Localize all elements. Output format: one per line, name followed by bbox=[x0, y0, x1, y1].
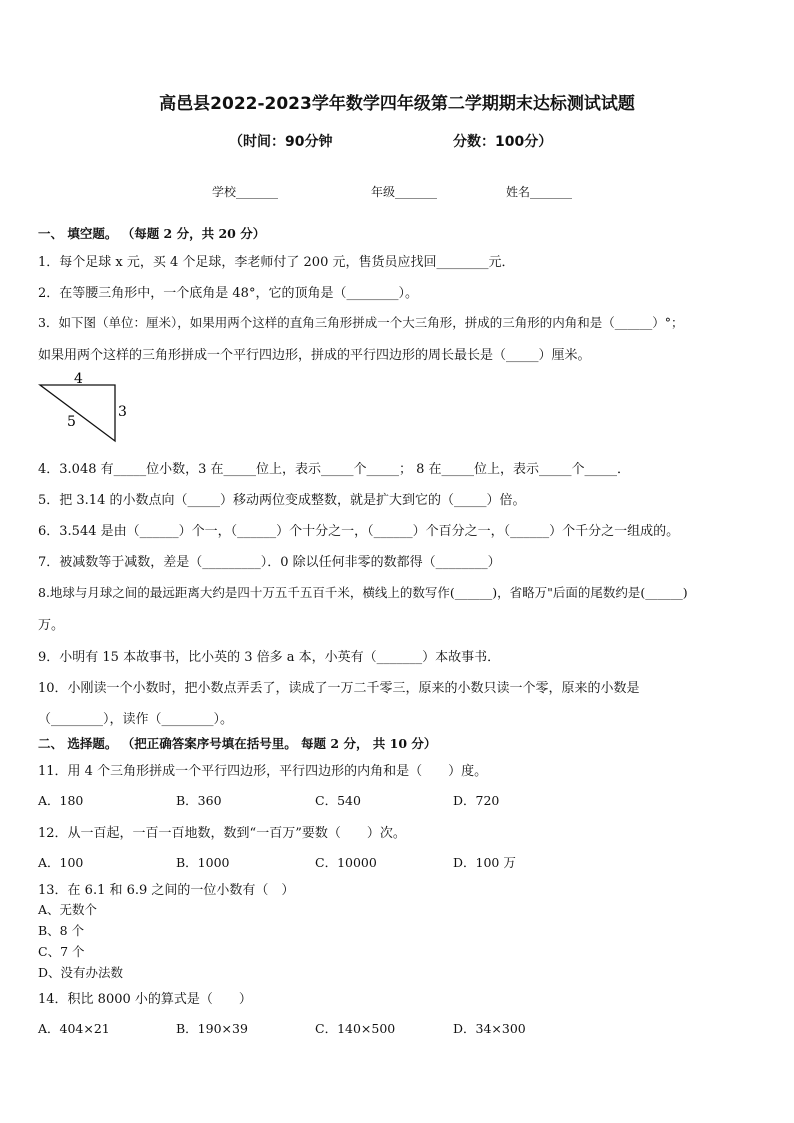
question-8-line-2: 万。 bbox=[38, 618, 65, 633]
question-8-line-1: 8.地球与月球之间的最远距离大约是四十万五千五百千米，横线上的数写作(______)，省略万"后面的尾数约是(______) bbox=[38, 585, 688, 600]
triangle-shape bbox=[40, 385, 115, 441]
question-3-line-1: 3．如下图（单位：厘米），如果用两个这样的直角三角形拼成一个大三角形，拼成的三角形的内角和是（______）°； bbox=[38, 315, 684, 330]
exam-time: （时间：90分钟 bbox=[229, 134, 333, 150]
question-4: 4．3.048 有_____位小数，3 在_____位上，表示_____个_____； 8 在_____位上，表示_____个_____． bbox=[38, 462, 631, 477]
right-triangle-figure bbox=[36, 366, 136, 446]
page-title: 高邑县2022-2023学年数学四年级第二学期期末达标测试试题 bbox=[159, 94, 635, 114]
question-3-line-2: 如果用两个这样的三角形拼成一个平行四边形，拼成的平行四边形的周长最长是（_____）厘米。 bbox=[38, 348, 591, 363]
q12-option-b[interactable]: B．1000 bbox=[176, 855, 230, 870]
q11-option-c[interactable]: C．540 bbox=[315, 793, 361, 808]
question-10-line-1: 10．小刚读一个小数时，把小数点弄丢了，读成了一万二千零三，原来的小数只读一个零，原来的小数是 bbox=[38, 681, 640, 696]
q13-option-d[interactable]: D、没有办法数 bbox=[38, 965, 124, 980]
q11-option-d[interactable]: D．720 bbox=[453, 793, 500, 808]
triangle-side-label: 3 bbox=[118, 404, 127, 420]
q13-option-a[interactable]: A、无数个 bbox=[38, 902, 98, 917]
q12-option-c[interactable]: C．10000 bbox=[315, 855, 377, 870]
question-1: 1．每个足球 x 元，买 4 个足球，李老师付了 200 元，售货员应找回________元． bbox=[38, 255, 515, 270]
q12-option-a[interactable]: A．100 bbox=[38, 855, 84, 870]
question-12: 12．从一百起，一百一百地数，数到“一百万”要数（ ）次。 bbox=[38, 826, 406, 841]
question-2: 2．在等腰三角形中，一个底角是 48°，它的顶角是（________）。 bbox=[38, 286, 418, 301]
school-field[interactable]: 学校_______ bbox=[212, 185, 279, 199]
question-13: 13．在 6.1 和 6.9 之间的一位小数有（ ） bbox=[38, 883, 295, 898]
q14-option-b[interactable]: B．190×39 bbox=[176, 1021, 248, 1036]
grade-field[interactable]: 年级_______ bbox=[371, 185, 438, 199]
q13-option-b[interactable]: B、8 个 bbox=[38, 923, 85, 938]
question-9: 9．小明有 15 本故事书，比小英的 3 倍多 a 本，小英有（_______）本故事书． bbox=[38, 650, 501, 665]
name-field[interactable]: 姓名_______ bbox=[506, 185, 573, 199]
question-10-line-2: （________），读作（________）。 bbox=[38, 712, 234, 727]
triangle-top-label: 4 bbox=[74, 371, 83, 387]
question-11: 11．用 4 个三角形拼成一个平行四边形，平行四边形的内角和是（ ）度。 bbox=[38, 764, 488, 779]
section-1-heading: 一、 填空题。 （每题 2 分，共 20 分） bbox=[38, 226, 266, 241]
question-7: 7．被减数等于减数，差是（_________）．0 除以任何非零的数都得（________） bbox=[38, 555, 501, 570]
section-2-heading: 二、 选择题。 （把正确答案序号填在括号里。 每题 2 分， 共 10 分） bbox=[38, 736, 437, 751]
question-14: 14．积比 8000 小的算式是（ ） bbox=[38, 992, 252, 1007]
q14-option-a[interactable]: A．404×21 bbox=[38, 1021, 110, 1036]
exam-score: 分数：100分） bbox=[453, 134, 553, 150]
q14-option-c[interactable]: C．140×500 bbox=[315, 1021, 396, 1036]
question-5: 5．把 3.14 的小数点向（_____）移动两位变成整数，就是扩大到它的（_____）倍。 bbox=[38, 493, 526, 508]
q14-option-d[interactable]: D．34×300 bbox=[453, 1021, 526, 1036]
q11-option-b[interactable]: B．360 bbox=[176, 793, 222, 808]
q12-option-d[interactable]: D．100 万 bbox=[453, 855, 516, 870]
q11-option-a[interactable]: A．180 bbox=[38, 793, 84, 808]
question-6: 6．3.544 是由（______）个一，（______）个十分之一，（______）个百分之一，（______）个千分之一组成的。 bbox=[38, 524, 680, 539]
q13-option-c[interactable]: C、7 个 bbox=[38, 944, 85, 959]
triangle-hypotenuse-label: 5 bbox=[67, 414, 76, 430]
